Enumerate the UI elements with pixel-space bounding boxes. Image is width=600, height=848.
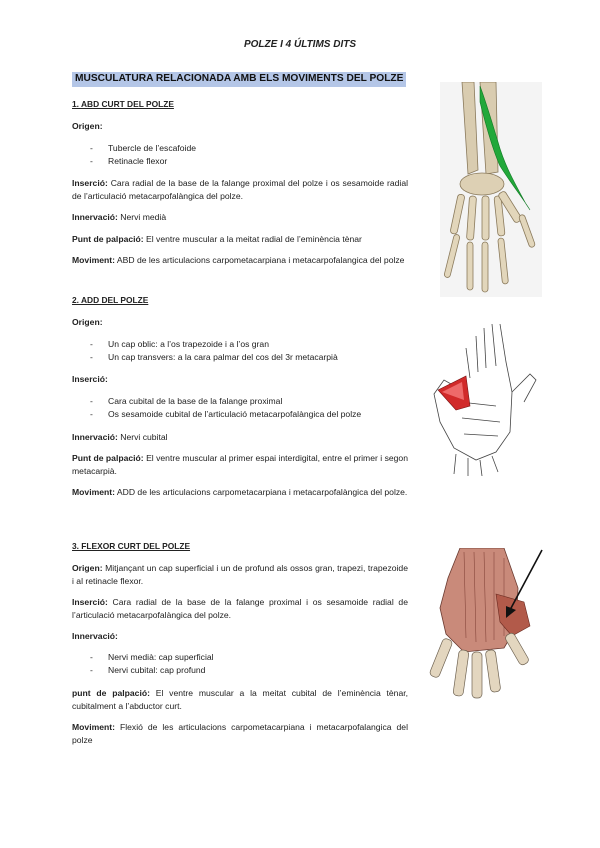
list-item: - Un cap transvers: a la cara palmar del cos del 3r metacarpià — [90, 351, 408, 364]
origen-label: Origen: — [72, 317, 103, 328]
origen-label: Origen: — [72, 121, 103, 132]
moviment-text: Flexió de les articulacions carpometacarpiana i metacarpofalangica del polze — [72, 722, 408, 745]
innervacio-label: Innervació: — [72, 631, 118, 641]
moviment-text: ADD de les articulacions carpometacarpiana i metacarpofalàngica del polze. — [116, 487, 408, 498]
list-item: - Retinacle flexor — [90, 155, 408, 168]
list-item: - Nervi medià: cap superficial — [90, 651, 408, 664]
moviment-label: Moviment: — [72, 487, 115, 498]
origen-list — [90, 142, 408, 168]
insercio-label: Inserció: — [72, 374, 108, 385]
insercio-label: Inserció: — [72, 597, 108, 608]
section-header: MUSCULATURA RELACIONADA AMB ELS MOVIMENTS DEL POLZE — [72, 72, 406, 87]
list-item: - Nervi cubital: cap profund — [90, 664, 408, 677]
section-title: 2. ADD DEL POLZE — [72, 295, 149, 305]
insercio-paragraph — [72, 596, 408, 621]
section-abd-curt — [72, 98, 408, 276]
moviment-paragraph — [72, 721, 408, 746]
palpacio-paragraph — [72, 452, 408, 477]
insercio-paragraph — [72, 177, 408, 202]
palpacio-text: El ventre muscular al primer espai interdigital, entre el primer i segon metacarpià. — [72, 453, 408, 476]
palpacio-text: El ventre muscular a la meitat cubital de l’eminència tènar, cubitalment a l’abductor curt. — [72, 688, 409, 711]
moviment-label: Moviment: — [72, 722, 115, 733]
palpacio-paragraph — [72, 233, 408, 245]
section-flexor-curt — [72, 540, 408, 755]
palpacio-label: Punt de palpació: — [72, 233, 144, 244]
hand-outline-adductor-image — [432, 322, 542, 477]
page-title: POLZE I 4 ÚLTIMS DITS — [243, 39, 357, 50]
list-item: - Un cap oblic: a l’os trapezoide i a l’os gran — [90, 338, 408, 351]
hand-muscles-flexor-image — [420, 548, 548, 700]
palpacio-label: Punt de palpació: — [72, 453, 144, 464]
origen-text: Mitjançant un cap superficial i un de profund als ossos gran, trapezi, trapezoide i al retinacle flexor. — [72, 563, 408, 586]
innervacio-paragraph — [72, 211, 408, 223]
origen-list — [90, 338, 408, 364]
innervacio-text: Nervi medià — [120, 212, 167, 223]
hand-skeleton-abductor-image — [440, 82, 542, 297]
moviment-paragraph — [72, 254, 408, 266]
innervacio-paragraph — [72, 431, 408, 443]
palpacio-label: punt de palpació: — [72, 688, 150, 699]
list-item: - Os sesamoide cubital de l’articulació metacarpofalàngica del polze — [90, 408, 408, 421]
palpacio-paragraph — [72, 687, 408, 712]
section-title: 3. FLEXOR CURT DEL POLZE — [72, 541, 191, 551]
moviment-label: Moviment: — [72, 255, 115, 266]
insercio-list — [90, 395, 408, 421]
innervacio-text: Nervi cubital — [120, 431, 168, 442]
palpacio-text: El ventre muscular a la meitat radial de l’eminència tènar — [146, 233, 362, 244]
innervacio-label: Innervació: — [72, 212, 118, 223]
section-title: 1. ABD CURT DEL POLZE — [72, 99, 174, 109]
list-item: - Cara cubital de la base de la falange proximal — [90, 395, 408, 408]
innervacio-list — [90, 651, 408, 677]
moviment-text: ABD de les articulacions carpometacarpiana i metacarpofalangica del polze — [116, 255, 405, 266]
insercio-text: Cara radial de la base de la falange proximal del polze i os sesamoide radial de l’articulació metacarpofalàngica del polze. — [72, 178, 409, 201]
insercio-text: Cara radial de la base de la falange proximal i os sesamoide radial de l’articulació metacarpofalàngica del polze. — [72, 597, 408, 620]
moviment-paragraph — [72, 486, 408, 498]
insercio-label: Inserció: — [72, 178, 108, 189]
origen-paragraph — [72, 562, 408, 587]
list-item: - Tubercle de l’escafoide — [90, 142, 408, 155]
innervacio-label: Innervació: — [72, 431, 118, 442]
section-add-polze — [72, 294, 408, 507]
origen-label: Origen: — [72, 563, 103, 574]
